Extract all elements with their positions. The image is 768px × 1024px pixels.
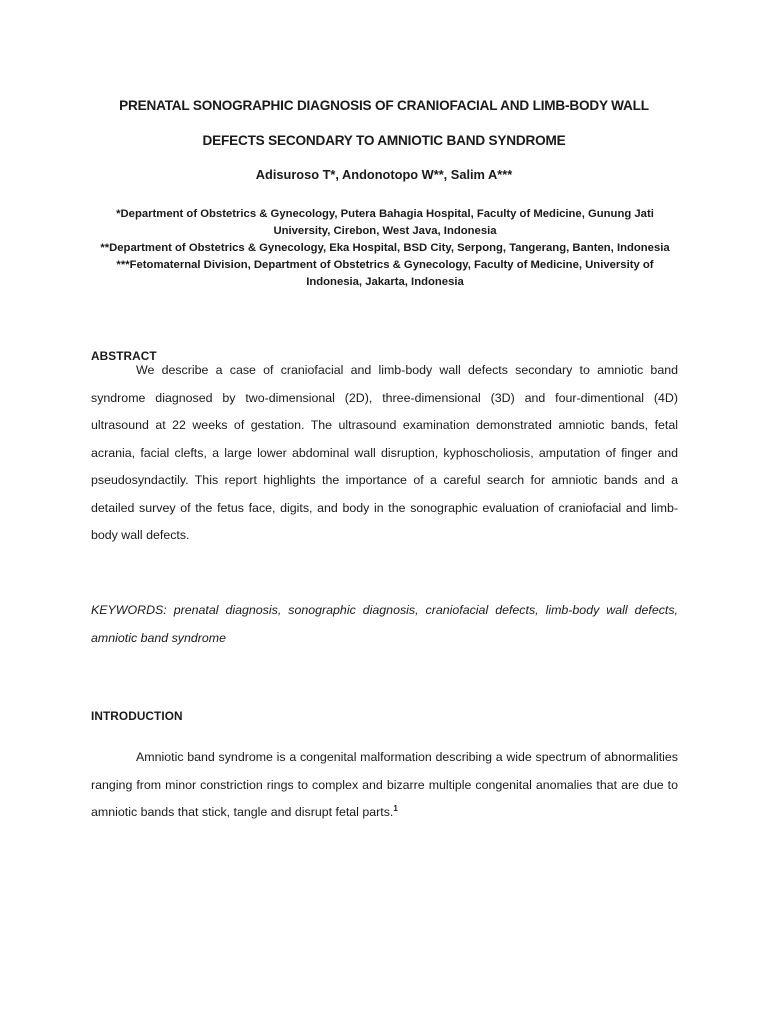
paper-title	[60, 88, 708, 158]
abstract-heading: ABSTRACT	[91, 349, 157, 363]
introduction-heading: INTRODUCTION	[91, 709, 183, 723]
introduction-body: Amniotic band syndrome is a congenital malformation describing a wide spectrum of abnormalities ranging from minor constriction rings to complex and bizarre multiple congenital anomalies that are due to amniotic bands that stick, tangle and disrupt fetal parts.	[91, 750, 678, 819]
title-line-2: DEFECTS SECONDARY TO AMNIOTIC BAND SYNDROME	[202, 133, 566, 148]
affiliations	[90, 206, 680, 291]
reference-marker: 1	[393, 803, 398, 813]
keywords: KEYWORDS: prenatal diagnosis, sonographic diagnosis, craniofacial defects, limb-body wall defects, amniotic band syndrome	[91, 603, 678, 645]
abstract-text: We describe a case of craniofacial and limb-body wall defects secondary to amniotic band syndrome diagnosed by two-dimensional (2D), three-dimensional (3D) and four-dimentional (4D) ultrasound at 22 weeks of gestation. The ultrasound examination demonstrated amniotic bands, fetal acrania, facial clefts, a large lower abdominal wall disruption, kyphoscholiosis, amputation of finger and pseudosyndactily. This report highlights the importance of a careful search for amniotic bands and a detailed survey of the fetus face, digits, and body in the sonographic evaluation of craniofacial and limb-body wall defects.	[91, 363, 678, 542]
introduction-text	[91, 744, 678, 827]
affiliation-1: *Department of Obstetrics & Gynecology, Putera Bahagia Hospital, Faculty of Medicine, Gunung Jati University, Cirebon, West Java, Indonesia	[116, 208, 654, 237]
title-line-1: PRENATAL SONOGRAPHIC DIAGNOSIS OF CRANIOFACIAL AND LIMB-BODY WALL	[119, 98, 649, 113]
affiliation-3: ***Fetomaternal Division, Department of Obstetrics & Gynecology, Faculty of Medicine, University of Indonesia, Jakarta, Indonesia	[116, 259, 654, 288]
author-list: Adisuroso T*, Andonotopo W**, Salim A***	[255, 167, 513, 182]
affiliation-2: **Department of Obstetrics & Gynecology, Eka Hospital, BSD City, Serpong, Tangerang, Banten, Indonesia	[100, 242, 670, 254]
